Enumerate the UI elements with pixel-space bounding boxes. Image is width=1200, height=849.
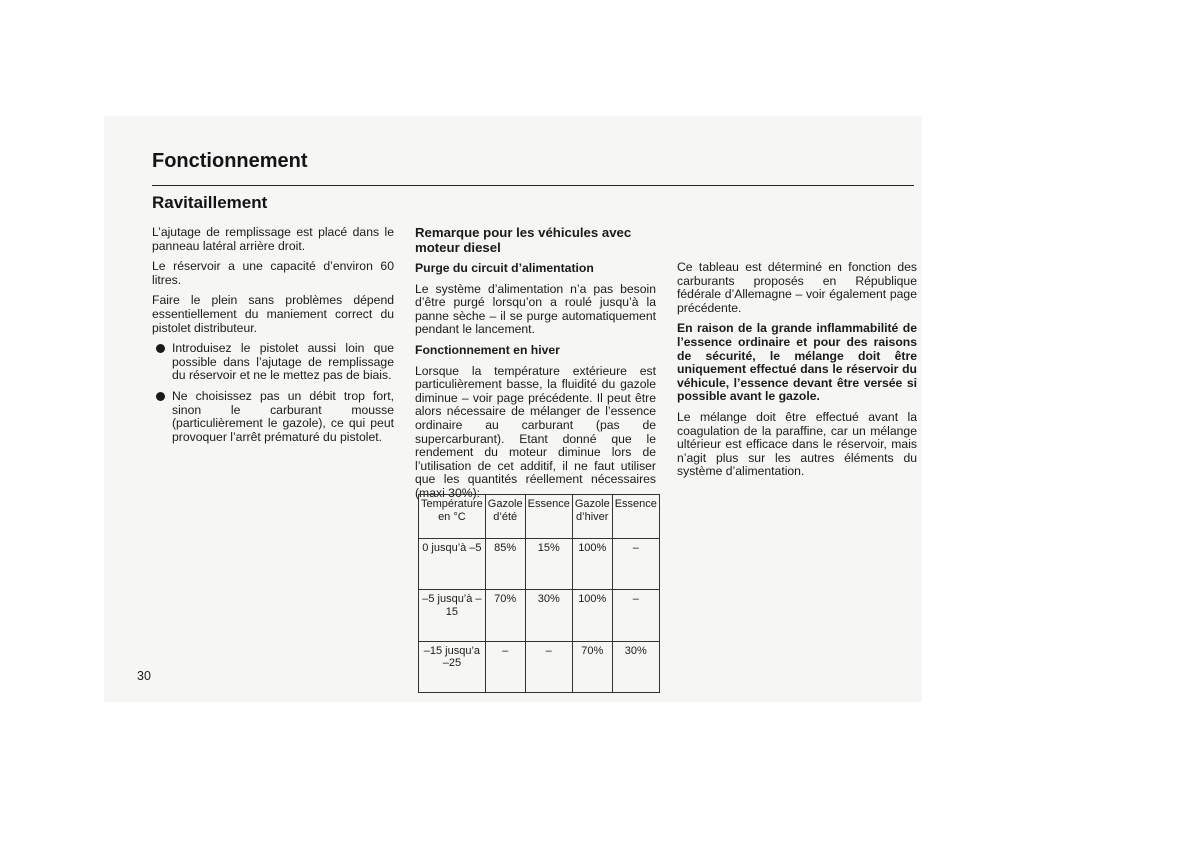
table-row (419, 641, 660, 692)
paragraph-mixing-timing: Le mélange doit être effectué avant la coagulation de la paraffine, car un mélange ultérieur est efficace dans le réservoir, mais n’agit plus sur les autres éléments du système d’alimentation. (677, 409, 917, 479)
header-temperature: Température en °C (419, 495, 486, 539)
table-header-row (419, 495, 660, 539)
bleeding-subheading: Purge du circuit d’alimentation (415, 261, 594, 275)
table-row (419, 539, 660, 590)
paragraph-nozzle-handling: Faire le plein sans problèmes dépend essentiellement du maniement correct du pistolet distributeur. (152, 293, 394, 335)
list-item-text: Ne choisissez pas un débit trop fort, sinon le carburant mousse (particulièrement le gazole), ce qui peut provoquer l’arrêt prématuré du pistolet. (172, 388, 394, 444)
paragraph-winter: Lorsque la température extérieure est particulièrement basse, la fluidité du gazole diminue – voir page précédente. Il peut être alors nécessaire de mélanger de l’essence ordinaire au carburant (pas de supercarburant). Etant donné que le rendement du moteur diminue lors de l’utilisation de cet additif, il ne faut utiliser que les quantités réellement nécessaires (maxi 30%): (415, 363, 656, 500)
header-petrol: Essence (525, 495, 572, 539)
table-cell: 70% (572, 641, 612, 692)
table-cell: – (485, 641, 525, 692)
column-right (677, 261, 917, 486)
diesel-note-heading: Remarque pour les véhicules avec moteur diesel (415, 225, 632, 255)
table-cell: – (612, 539, 659, 590)
list-item (152, 342, 394, 383)
paragraph-tank-capacity: Le réservoir a une capacité d’environ 60 litres. (152, 259, 394, 287)
table-row (419, 590, 660, 641)
table-cell: 100% (572, 590, 612, 641)
paragraph-filler-location: L’ajutage de remplissage est placé dans le panneau latéral arrière droit. (152, 225, 394, 253)
bullet-icon (156, 392, 165, 401)
table-cell: 15% (525, 539, 572, 590)
column-middle (415, 225, 656, 508)
table-cell: –15 jusqu’a –25 (419, 641, 486, 692)
title-rule (152, 185, 914, 186)
header-petrol: Essence (612, 495, 659, 539)
paragraph-bleeding: Le système d’alimentation n’a pas besoin d’être purgé lorsqu’on a roulé jusqu’à la panne sèche – il se purge automatiquement pendant le lancement. (415, 281, 656, 337)
paragraph-safety-warning: En raison de la grande inflammabilité de l’essence ordinaire et pour des raisons de sécurité, le mélange doit être uniquement effectué dans le réservoir du véhicule, l’essence devant être versée si possible avant le gazole. (677, 321, 917, 404)
table-cell: –5 jusqu’à –15 (419, 590, 486, 641)
paragraph-table-note: Ce tableau est déterminé en fonction des carburants proposés en République fédérale d’Allemagne – voir également page précédente. (677, 260, 917, 315)
table-cell: 100% (572, 539, 612, 590)
mixture-table (418, 494, 660, 693)
table-cell: 30% (525, 590, 572, 641)
table-cell: – (612, 590, 659, 641)
section-title: Ravitaillement (152, 193, 268, 212)
list-item-text: Introduisez le pistolet aussi loin que possible dans l’ajutage de remplissage du réservoir et ne le mettez pas de biais. (172, 341, 394, 383)
table-cell: – (525, 641, 572, 692)
header-winter-diesel: Gazole d’hiver (572, 495, 612, 539)
page-number: 30 (137, 669, 151, 683)
page-title: Fonctionnement (152, 150, 308, 172)
table-cell: 70% (485, 590, 525, 641)
bullet-icon (156, 344, 165, 353)
table-cell: 85% (485, 539, 525, 590)
header-summer-diesel: Gazole d’été (485, 495, 525, 539)
table-cell: 0 jusqu’à –5 (419, 539, 486, 590)
list-item (152, 390, 394, 444)
table-cell: 30% (612, 641, 659, 692)
column-left (152, 226, 394, 451)
winter-subheading: Fonctionnement en hiver (415, 342, 560, 357)
